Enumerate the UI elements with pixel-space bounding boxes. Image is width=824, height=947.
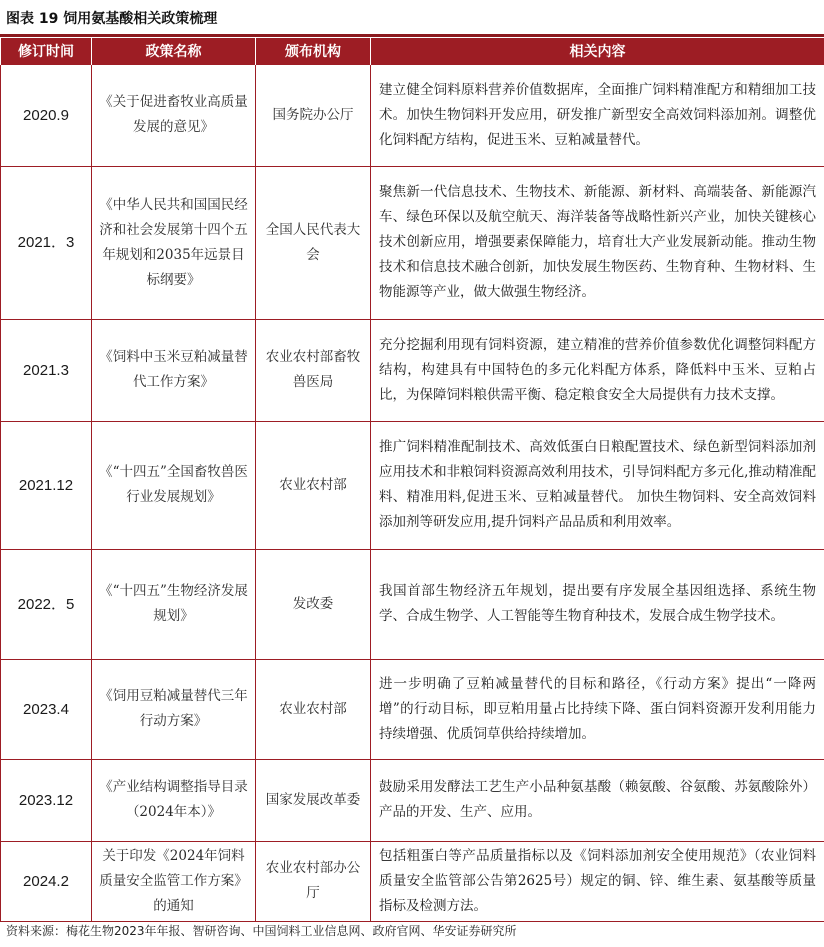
cell-agency: 国家发展改革委	[256, 759, 371, 841]
cell-policy-name: 《“十四五”全国畜牧兽医行业发展规划》	[92, 421, 256, 549]
cell-policy-name: 关于印发《2024年饲料质量安全监管工作方案》的通知	[92, 841, 256, 921]
cell-policy-name: 《关于促进畜牧业高质量发展的意见》	[92, 64, 256, 166]
cell-content: 推广饲料精准配制技术、高效低蛋白日粮配置技术、绿色新型饲料添加剂应用技术和非粮饲料资源高效利用技术，引导饲料配方多元化,推动精准配料、精准用料,促进玉米、豆粕减量替代。 加快生物饲料、安全高效饲料添加剂等研发应用,提升饲料产品品质和利用效率。	[371, 421, 824, 549]
cell-agency: 农业农村部	[256, 421, 371, 549]
table-row	[1, 759, 824, 841]
cell-content: 鼓励采用发酵法工艺生产小品种氨基酸（赖氨酸、谷氨酸、苏氨酸除外）产品的开发、生产、应用。	[371, 759, 824, 841]
policy-table	[0, 38, 824, 922]
table-row	[1, 659, 824, 759]
table-row	[1, 319, 824, 421]
source-note: 资料来源：梅花生物2023年年报、智研咨询、中国饲料工业信息网、政府官网、华安证券研究所	[6, 924, 517, 938]
cell-content: 建立健全饲料原料营养价值数据库，全面推广饲料精准配方和精细加工技术。加快生物饲料开发应用，研发推广新型安全高效饲料添加剂。调整优化饲料配方结构，促进玉米、豆粕减量替代。	[371, 64, 824, 166]
table-row	[1, 64, 824, 166]
cell-policy-name: 《饲用豆粕减量替代三年行动方案》	[92, 659, 256, 759]
table-row	[1, 549, 824, 659]
cell-content: 我国首部生物经济五年规划，提出要有序发展全基因组选择、系统生物学、合成生物学、人工智能等生物育种技术，发展合成生物学技术。	[371, 549, 824, 659]
cell-policy-name: 《产业结构调整指导目录（2024年本）》	[92, 759, 256, 841]
cell-agency: 农业农村部	[256, 659, 371, 759]
cell-policy-name: 《饲料中玉米豆粕减量替代工作方案》	[92, 319, 256, 421]
cell-date: 2024.2	[1, 841, 92, 921]
cell-agency: 农业农村部畜牧兽医局	[256, 319, 371, 421]
cell-content: 聚焦新一代信息技术、生物技术、新能源、新材料、高端装备、新能源汽车、绿色环保以及航空航天、海洋装备等战略性新兴产业，加快关键核心技术创新应用，增强要素保障能力，培育壮大产业发展新动能。推动生物技术和信息技术融合创新，加快发展生物医药、生物育种、生物材料、生物能源等产业，做大做强生物经济。	[371, 166, 824, 319]
cell-agency: 国务院办公厅	[256, 64, 371, 166]
table-row	[1, 841, 824, 921]
cell-agency: 发改委	[256, 549, 371, 659]
header-date: 修订时间	[1, 38, 92, 64]
cell-date: 2021.3	[1, 319, 92, 421]
cell-content: 充分挖掘利用现有饲料资源，建立精准的营养价值参数优化调整饲料配方结构，构建具有中国特色的多元化料配方体系，降低料中玉米、豆粕占比，为保障饲料粮供需平衡、稳定粮食安全大局提供有力技术支撑。	[371, 319, 824, 421]
header-policy-name: 政策名称	[92, 38, 256, 64]
cell-date: 2021．3	[1, 166, 92, 319]
cell-date: 2020.9	[1, 64, 92, 166]
table-row	[1, 421, 824, 549]
header-content: 相关内容	[371, 38, 824, 64]
cell-content: 进一步明确了豆粕减量替代的目标和路径，《行动方案》提出“一降两增”的行动目标，即豆粕用量占比持续下降、蛋白饲料资源开发利用能力持续增强、优质饲草供给持续增加。	[371, 659, 824, 759]
cell-date: 2021.12	[1, 421, 92, 549]
cell-content: 包括粗蛋白等产品质量指标以及《饲料添加剂安全使用规范》（农业饲料质量安全监管部公告第2625号）规定的铜、锌、维生素、氨基酸等质量指标及检测方法。	[371, 841, 824, 921]
table-header-row	[1, 38, 824, 64]
cell-agency: 全国人民代表大会	[256, 166, 371, 319]
cell-policy-name: 《“十四五”生物经济发展规划》	[92, 549, 256, 659]
cell-date: 2023.12	[1, 759, 92, 841]
cell-date: 2023.4	[1, 659, 92, 759]
title-rule	[0, 34, 824, 37]
cell-date: 2022．5	[1, 549, 92, 659]
figure-title: 图表 19 饲用氨基酸相关政策梳理	[6, 11, 218, 27]
cell-policy-name: 《中华人民共和国国民经济和社会发展第十四个五年规划和2035年远景目标纲要》	[92, 166, 256, 319]
header-agency: 颁布机构	[256, 38, 371, 64]
cell-agency: 农业农村部办公厅	[256, 841, 371, 921]
table-row	[1, 166, 824, 319]
